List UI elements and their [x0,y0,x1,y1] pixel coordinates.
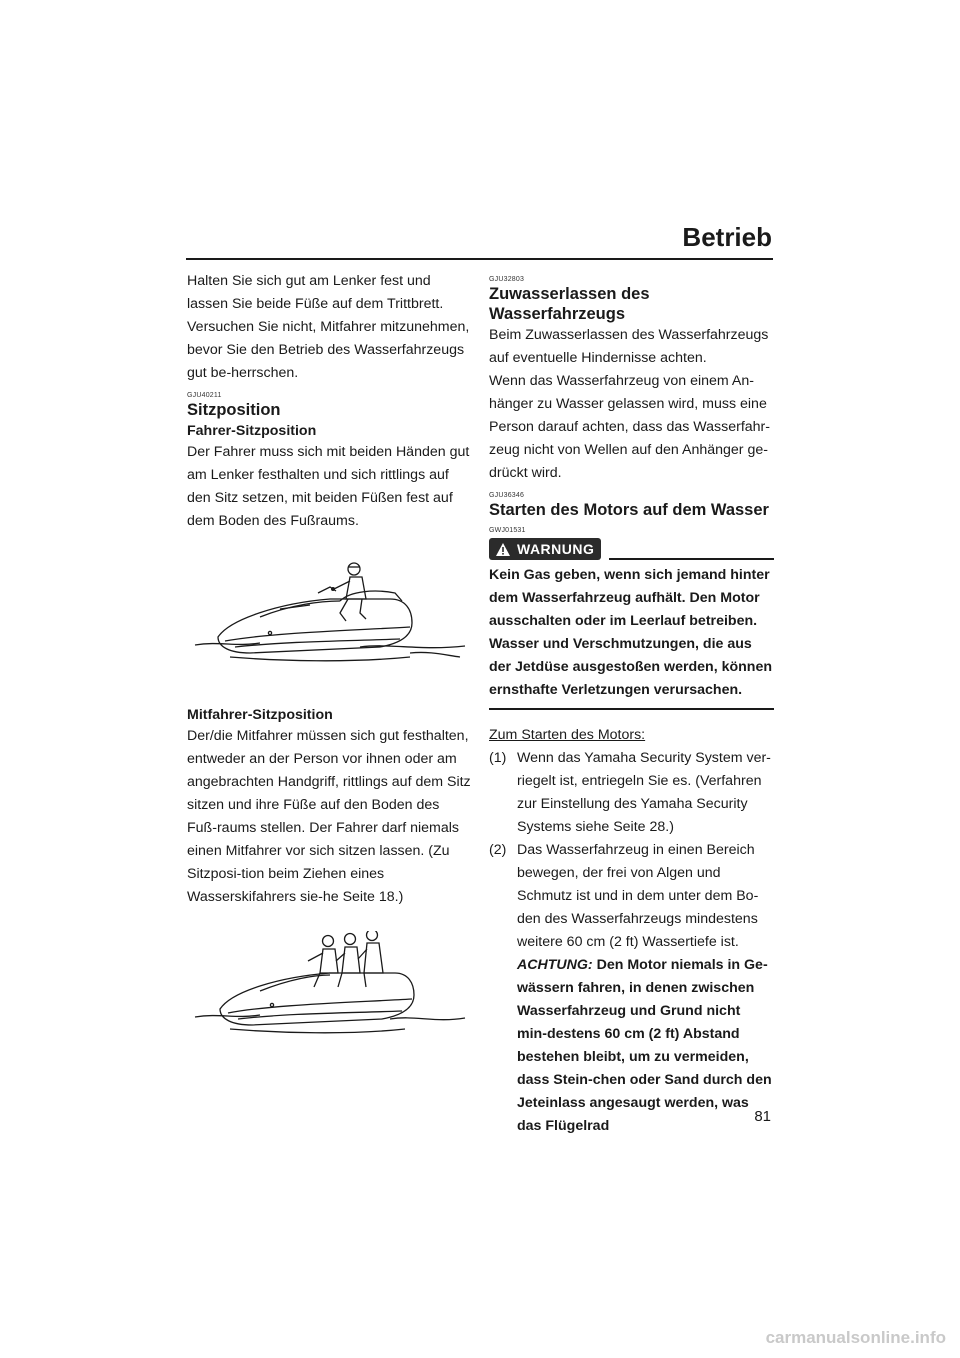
warning-rule [609,558,774,560]
page-number: 81 [754,1108,771,1125]
heading-sitzposition: Sitzposition [187,401,281,419]
zuwasserlassen-paragraph-2: Wenn das Wasserfahrzeug von einem An-hänger zu Wasser gelassen wird, muss eine Person darauf achten, dass das Wasserfahr-zeug nicht von Wellen auf den Anhänger ge-drückt wird. [489,373,770,481]
header-rule [186,258,773,260]
section-code: GJU32803 [489,276,525,283]
intro-paragraph: Halten Sie sich gut am Lenker fest und lassen Sie beide Füße auf dem Trittbrett. Versuchen Sie nicht, Mitfahrer mitzunehmen, bevor Sie den Betrieb des Wasserfahrzeugs gut be-herrschen. [187,273,470,381]
passengers-figure [190,931,470,1043]
heading-zuwasserlassen-1: Zuwasserlassen des [489,285,650,303]
section-code: GJU40211 [187,392,222,399]
step-number: (2) [489,842,507,858]
step-1 [489,747,774,839]
caution-paragraph [517,954,774,1138]
step-2 [489,839,774,1138]
rider-figure [190,561,470,671]
caution-label: ACHTUNG: [517,957,593,973]
section-code: GJU36346 [489,492,525,499]
right-column [489,270,774,1138]
zuwasserlassen-paragraph-1: Beim Zuwasserlassen des Wasserfahrzeugs auf eventuelle Hindernisse achten. [489,327,769,366]
warning-label: WARNUNG [517,541,595,557]
watermark: carmanualsonline.info [765,1328,946,1347]
caution-text: Den Motor niemals in Ge-wässern fahren, in denen zwischen Wasserfahrzeug und Grund nicht min-destens 60 cm (2 ft) Abstand bestehen bleibt, um zu vermeiden, dass Stein-chen oder Sand durch den Jeteinlass angesaugt werden, was das Flügelrad [517,957,772,1134]
mitfahrer-paragraph: Der/die Mitfahrer müssen sich gut festhalten, entweder an der Person vor ihnen oder am angebrachten Handgriff, rittlings auf dem Sitz sitzen und ihre Füße auf den Boden des Fuß-raums stellen. Der Fahrer darf niemals einen Mitfahrer vor sich sitzen lassen. (Zu Sitzposi-tion beim Ziehen eines Wasserskifahrers sie-he Seite 18.) [187,728,471,905]
warning-triangle-icon [495,542,511,557]
subheading-mitfahrer: Mitfahrer-Sitzposition [187,707,333,723]
warning-text: Kein Gas geben, wenn sich jemand hinter dem Wasserfahrzeug aufhält. Den Motor ausschalten oder im Leerlauf betreiben. Wasser und Verschmutzungen, die aus der Jetdüse ausgestoßen werden, können ernsthafte Verletzungen verursachen. [489,564,774,710]
step-number: (1) [489,750,507,766]
subheading-fahrer: Fahrer-Sitzposition [187,423,317,439]
heading-zuwasserlassen-2: Wasserfahrzeugs [489,305,626,323]
fahrer-paragraph: Der Fahrer muss sich mit beiden Händen gut am Lenker festhalten und sich rittlings auf den Sitz setzen, mit beiden Füßen fest auf dem Boden des Fußraums. [187,444,470,529]
warning-code: GWJ01531 [489,527,526,534]
steps-title: Zum Starten des Motors: [489,727,646,743]
step-text: Wenn das Yamaha Security System ver-riegelt ist, entriegeln Sie es. (Verfahren zur Einstellung des Yamaha Security Systems siehe Seite 28.) [517,750,771,835]
heading-starten: Starten des Motors auf dem Wasser [489,501,769,519]
warning-header [489,538,774,560]
warning-badge [489,538,601,560]
page-header-title: Betrieb [682,222,772,252]
left-column [187,270,472,1043]
step-text: Das Wasserfahrzeug in einen Bereich bewegen, der frei von Algen und Schmutz ist und in dem unter dem Bo-den des Wasserfahrzeugs mindestens weitere 60 cm (2 ft) Wassertiefe ist. [517,842,759,950]
